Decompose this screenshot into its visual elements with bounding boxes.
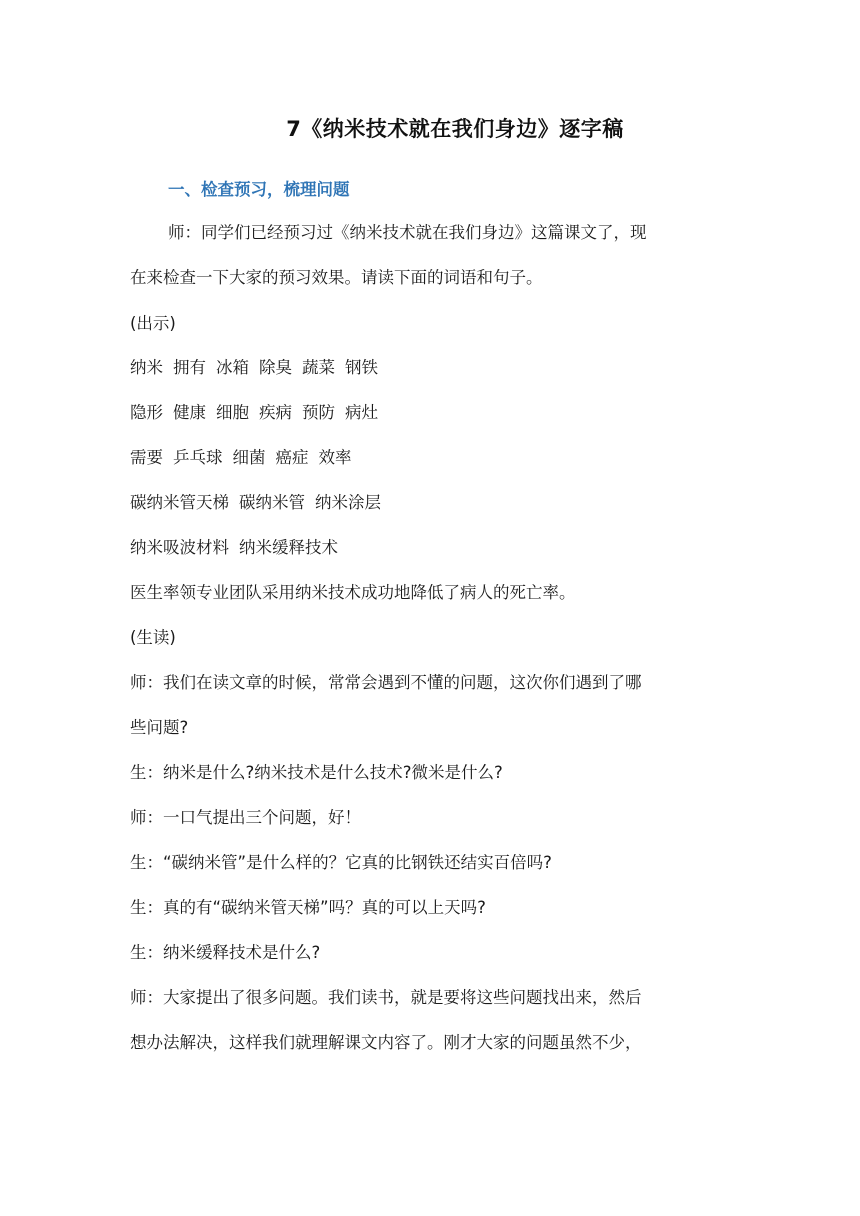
paragraph-line: 些问题? (130, 718, 189, 737)
vocab-word: 蔬菜 (302, 358, 335, 377)
paragraph-line: 生：纳米是什么?纳米技术是什么技术?微米是什么? (130, 763, 503, 782)
vocab-word: 纳米 (130, 358, 163, 377)
vocab-word: 钢铁 (345, 358, 378, 377)
paragraph-line: 在来检查一下大家的预习效果。请读下面的词语和句子。 (130, 268, 543, 287)
vocab-word: 健康 (173, 403, 206, 422)
vocab-word: 碳纳米管 (239, 493, 305, 512)
vocab-word: 除臭 (259, 358, 292, 377)
paragraph-line: 生：“碳纳米管”是什么样的？它真的比钢铁还结实百倍吗? (130, 853, 552, 872)
vocab-word: 细胞 (216, 403, 249, 422)
vocab-word: 预防 (302, 403, 335, 422)
vocab-word: 癌症 (275, 448, 309, 467)
vocab-row (130, 402, 378, 424)
paragraph-line: 师：我们在读文章的时候，常常会遇到不懂的问题，这次你们遇到了哪 (130, 673, 642, 692)
paragraph-line: 师：一口气提出三个问题，好！ (130, 808, 361, 827)
section-heading: 一、检查预习，梳理问题 (168, 180, 350, 199)
vocab-word: 隐形 (130, 403, 163, 422)
vocab-word: 拥有 (173, 358, 206, 377)
vocab-row (130, 447, 352, 469)
paragraph-line: 师：大家提出了很多问题。我们读书，就是要将这些问题找出来，然后 (130, 988, 642, 1007)
document-title: 7《纳米技术就在我们身边》逐字稿 (286, 117, 624, 141)
paragraph-line: 医生率领专业团队采用纳米技术成功地降低了病人的死亡率。 (130, 583, 576, 602)
vocab-word: 碳纳米管天梯 (130, 493, 229, 512)
vocab-word: 病灶 (345, 403, 378, 422)
vocab-row (130, 357, 378, 379)
vocab-row (130, 537, 338, 559)
vocab-word: 效率 (318, 448, 352, 467)
vocab-word: 细菌 (232, 448, 266, 467)
paragraph-line: (生读) (130, 628, 176, 647)
paragraph-line: (出示) (130, 314, 176, 333)
paragraph-line: 师：同学们已经预习过《纳米技术就在我们身边》这篇课文了，现 (168, 223, 647, 242)
vocab-word: 纳米缓释技术 (239, 538, 338, 557)
paragraph-line: 生：真的有“碳纳米管天梯”吗？真的可以上天吗? (130, 898, 486, 917)
vocab-word: 乒乓球 (173, 448, 223, 467)
paragraph-line: 生：纳米缓释技术是什么? (130, 943, 321, 962)
vocab-word: 纳米涂层 (315, 493, 381, 512)
vocab-word: 冰箱 (216, 358, 249, 377)
paragraph-line: 想办法解决，这样我们就理解课文内容了。刚才大家的问题虽然不少， (130, 1033, 642, 1052)
vocab-word: 纳米吸波材料 (130, 538, 229, 557)
vocab-word: 疾病 (259, 403, 292, 422)
vocab-word: 需要 (130, 448, 163, 467)
vocab-row (130, 492, 381, 514)
